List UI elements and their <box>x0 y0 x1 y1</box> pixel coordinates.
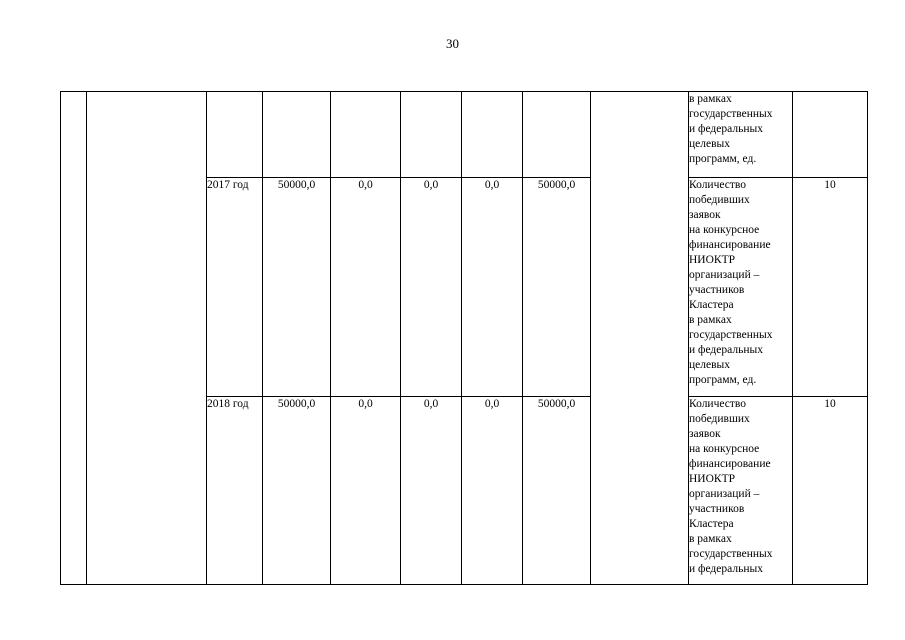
total-cell <box>263 92 331 178</box>
program-table <box>60 91 868 585</box>
indicator-line: государственных <box>689 329 773 341</box>
indicator-line: и федеральных <box>689 123 763 135</box>
indicator-line: НИОКТР <box>689 473 736 485</box>
amount-cell <box>523 92 591 178</box>
amount-cell: 0,0 <box>462 178 523 397</box>
indicator-line: государственных <box>689 548 773 560</box>
indicator-line: финансирование <box>689 239 771 251</box>
indicator-value-cell: 10 <box>793 397 868 585</box>
amount-cell: 50000,0 <box>523 178 591 397</box>
indicator-line: Количество <box>689 179 746 191</box>
amount-cell: 0,0 <box>462 397 523 585</box>
amount-cell <box>462 92 523 178</box>
indicator-line: в рамках <box>689 314 732 326</box>
amount-cell: 50000,0 <box>523 397 591 585</box>
amount-cell: 0,0 <box>331 397 401 585</box>
indicator-line: финансирование <box>689 458 771 470</box>
indicator-line: государственных <box>689 108 773 120</box>
indicator-line: целевых <box>689 138 731 150</box>
year-cell: 2017 год <box>207 178 263 397</box>
indicator-line: в рамках <box>689 533 732 545</box>
amount-cell: 0,0 <box>331 178 401 397</box>
indicator-line: целевых <box>689 359 731 371</box>
indicator-line: и федеральных <box>689 344 763 356</box>
executor-cell <box>591 92 689 585</box>
amount-cell <box>401 92 462 178</box>
indicator-line: заявок <box>689 428 721 440</box>
indicator-line: на конкурсное <box>689 443 760 455</box>
indicator-line: НИОКТР <box>689 254 736 266</box>
amount-cell <box>331 92 401 178</box>
amount-cell: 0,0 <box>401 397 462 585</box>
indicator-line: Кластера <box>689 299 734 311</box>
index-cell <box>61 92 87 585</box>
amount-cell: 0,0 <box>401 178 462 397</box>
indicator-value-cell <box>793 92 868 178</box>
indicator-line: организаций – <box>689 269 760 281</box>
indicator-line: на конкурсное <box>689 224 760 236</box>
total-cell: 50000,0 <box>263 178 331 397</box>
indicator-line: и федеральных <box>689 563 763 575</box>
indicator-line: победивших <box>689 413 750 425</box>
indicator-line: победивших <box>689 194 750 206</box>
year-cell <box>207 92 263 178</box>
indicator-line: организаций – <box>689 488 760 500</box>
indicator-line: Количество <box>689 398 746 410</box>
indicator-cell <box>689 178 793 397</box>
table-row <box>61 92 868 178</box>
indicator-line: заявок <box>689 209 721 221</box>
indicator-cell <box>689 92 793 178</box>
total-cell: 50000,0 <box>263 397 331 585</box>
indicator-value-cell: 10 <box>793 178 868 397</box>
indicator-line: участников <box>689 503 745 515</box>
indicator-cell <box>689 397 793 585</box>
indicator-line: в рамках <box>689 93 732 105</box>
indicator-line: программ, ед. <box>689 153 757 165</box>
indicator-line: программ, ед. <box>689 374 757 386</box>
measure-name-cell <box>87 92 207 585</box>
indicator-line: участников <box>689 284 745 296</box>
indicator-line: Кластера <box>689 518 734 530</box>
page-number: 30 <box>446 36 459 51</box>
year-cell: 2018 год <box>207 397 263 585</box>
